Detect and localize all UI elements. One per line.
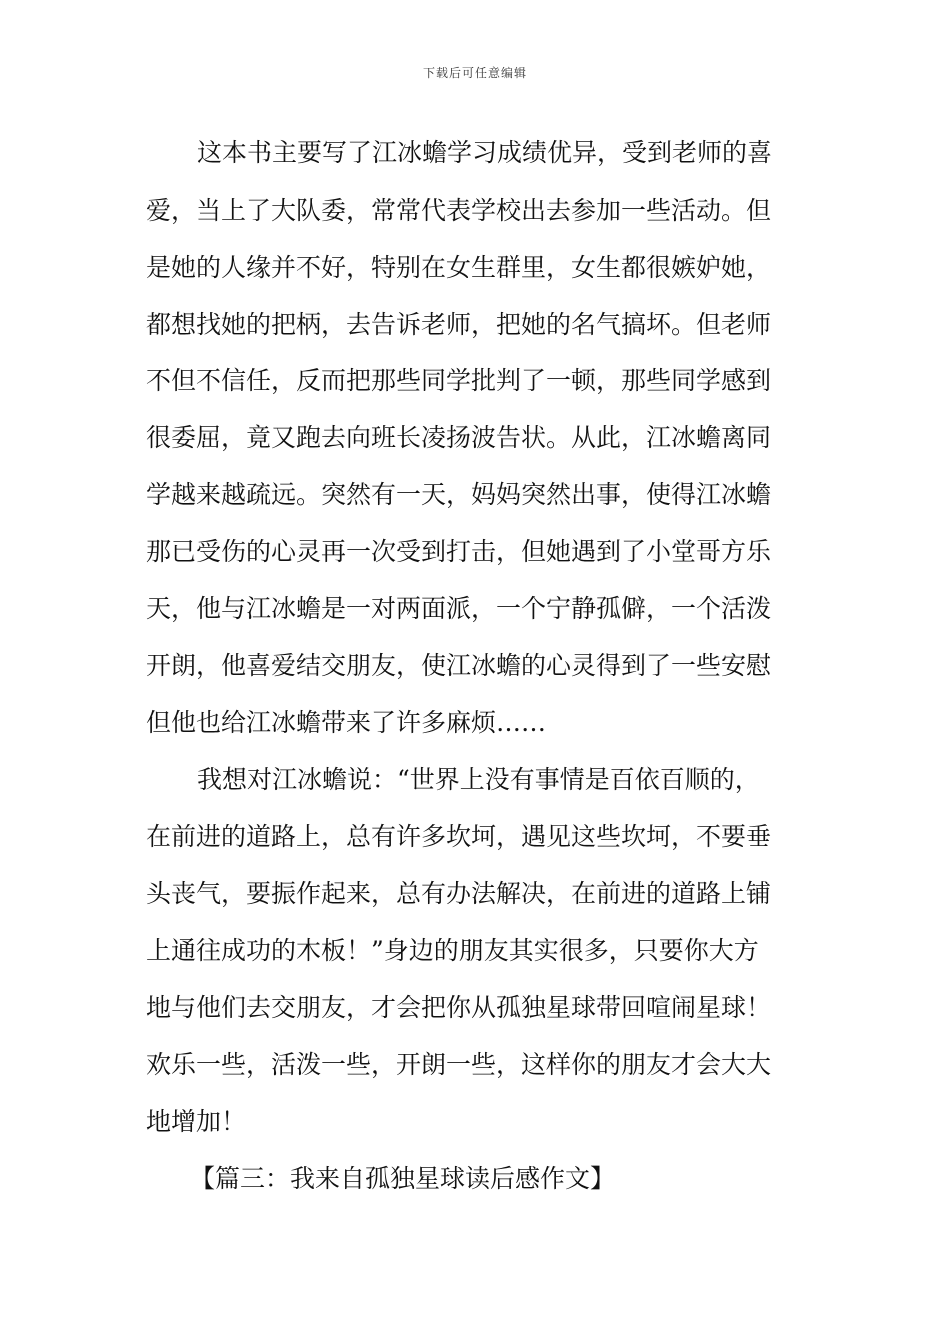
page-header: 下载后可任意编辑 (422, 66, 527, 80)
paragraph-2-line-5: 地与他们去交朋友，才会把你从孤独星球带回喧闹星球！ (146, 993, 772, 1022)
paragraph-1-line-10: 开朗，他喜爱结交朋友，使江冰蟾的心灵得到了一些安慰 (146, 651, 772, 680)
paragraph-2-line-7: 地增加！ (146, 1107, 247, 1136)
paragraph-1-line-1: 这本书主要写了江冰蟾学习成绩优异，受到老师的喜 (197, 138, 773, 167)
paragraph-2-line-6: 欢乐一些，活泼一些，开朗一些，这样你的朋友才会大大 (146, 1050, 772, 1079)
paragraph-1-line-9: 天，他与江冰蟾是一对两面派，一个宁静孤僻，一个活泼 (146, 594, 772, 623)
paragraph-2-line-2: 在前进的道路上，总有许多坎坷，遇见这些坎坷，不要垂 (146, 822, 772, 851)
paragraph-2-line-4: 上通往成功的木板！”身边的朋友其实很多，只要你大方 (146, 936, 759, 965)
paragraph-1-line-8: 那已受伤的心灵再一次受到打击，但她遇到了小堂哥方乐 (146, 537, 772, 566)
section-heading: 【篇三：我来自孤独星球读后感作文】 (190, 1164, 616, 1193)
paragraph-1-line-6: 很委屈，竟又跑去向班长凌扬波告状。从此，江冰蟾离同 (146, 423, 772, 452)
paragraph-1-line-7: 学越来越疏远。突然有一天，妈妈突然出事，使得江冰蟾 (146, 480, 772, 509)
paragraph-1-line-3: 是她的人缘并不好，特别在女生群里，女生都很嫉妒她， (146, 253, 772, 282)
paragraph-1-line-4: 都想找她的把柄，去告诉老师，把她的名气搞坏。但老师 (146, 310, 772, 339)
paragraph-2-line-1: 我想对江冰蟾说：“世界上没有事情是百依百顺的， (197, 765, 760, 794)
paragraph-1-line-2: 爱，当上了大队委，常常代表学校出去参加一些活动。但 (146, 196, 772, 225)
paragraph-2-line-3: 头丧气，要振作起来，总有办法解决，在前进的道路上铺 (146, 879, 772, 908)
paragraph-1-line-5: 不但不信任，反而把那些同学批判了一顿，那些同学感到 (146, 366, 772, 395)
paragraph-1-line-11: 但他也给江冰蟾带来了许多麻烦…… (146, 708, 547, 737)
